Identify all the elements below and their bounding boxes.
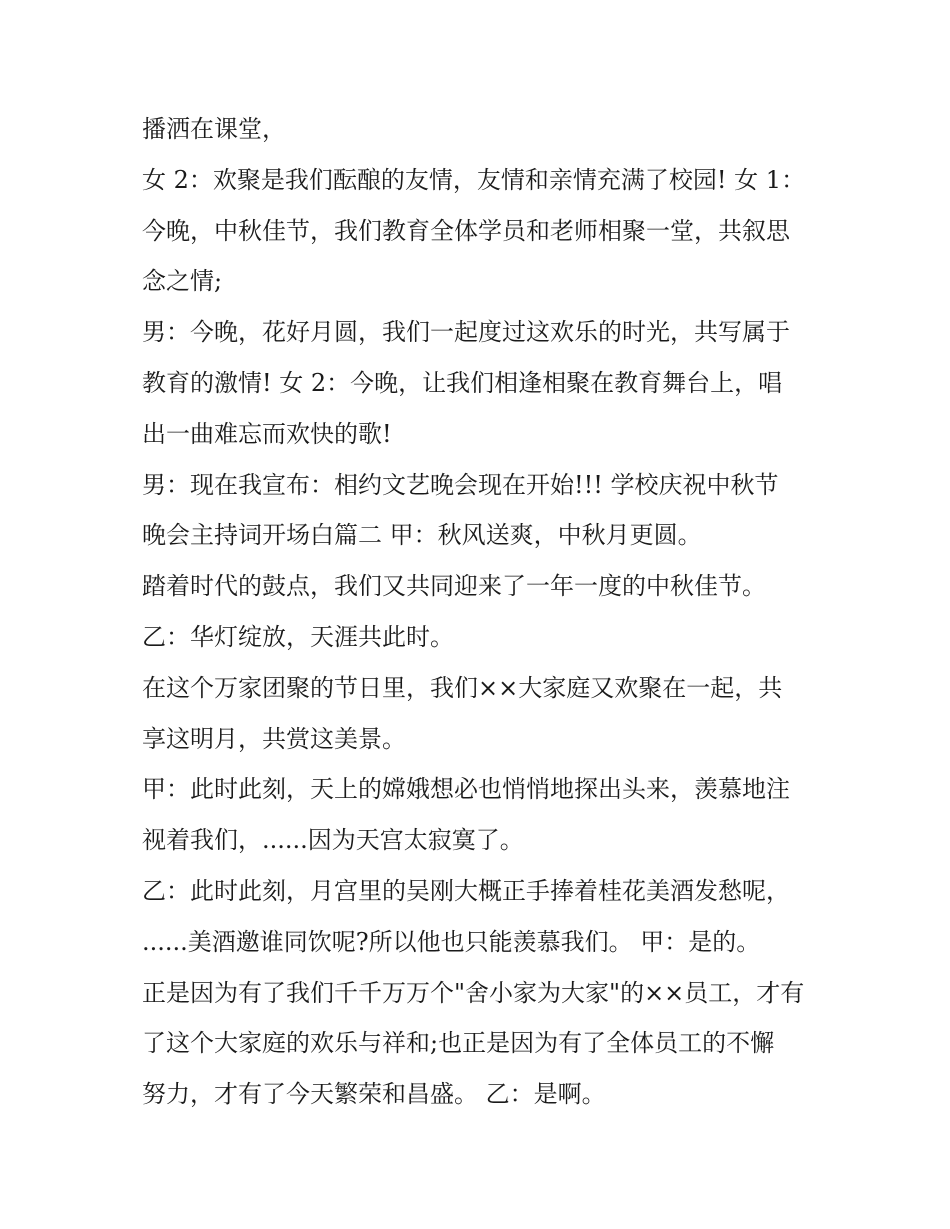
text-line: 甲：此时此刻，天上的嫦娥想必也悄悄地探出头来，羡慕地注 (142, 775, 790, 804)
text-line: 播洒在课堂， (142, 115, 286, 143)
text-line: 努力，才有了今天繁荣和昌盛。 乙：是啊。 (142, 1080, 606, 1109)
text-line: 乙：华灯绽放，天涯共此时。 (142, 622, 454, 651)
text-line: 在这个万家团聚的节日里，我们××大家庭又欢聚在一起，共 (142, 673, 783, 702)
text-line: 视着我们，......因为天宫太寂寞了。 (142, 826, 524, 855)
text-line: 享这明月，共赏这美景。 (142, 724, 406, 753)
text-line: 男：今晚，花好月圆，我们一起度过这欢乐的时光，共写属于 (142, 318, 790, 347)
text-line: 正是因为有了我们千千万万个"舍小家为大家"的××员工，才有 (142, 978, 805, 1007)
text-line: 踏着时代的鼓点，我们又共同迎来了一年一度的中秋佳节。 (142, 572, 766, 601)
text-line: 男：现在我宣布：相约文艺晚会现在开始!!! 学校庆祝中秋节 (142, 470, 779, 499)
text-line: 教育的激情! 女 2：今晚，让我们相逢相聚在教育舞台上，唱 (142, 368, 783, 397)
text-line: 晚会主持词开场白篇二 甲：秋风送爽，中秋月更圆。 (142, 521, 702, 550)
text-line: 乙：此时此刻，月宫里的吴刚大概正手捧着桂花美酒发愁呢， (142, 876, 790, 905)
text-line: 今晚，中秋佳节，我们教育全体学员和老师相聚一堂，共叙思 (142, 216, 790, 245)
text-line: 出一曲难忘而欢快的歌! (142, 419, 392, 448)
text-line: 了这个大家庭的欢乐与祥和;也正是因为有了全体员工的不懈 (142, 1029, 775, 1058)
text-line: ......美酒邀谁同饮呢?所以他也只能羡慕我们。 甲：是的。 (142, 927, 761, 956)
text-line: 念之情; (142, 267, 223, 296)
text-line: 女 2：欢聚是我们酝酿的友情，友情和亲情充满了校园! 女 1： (142, 165, 806, 194)
document-body (142, 104, 822, 1120)
